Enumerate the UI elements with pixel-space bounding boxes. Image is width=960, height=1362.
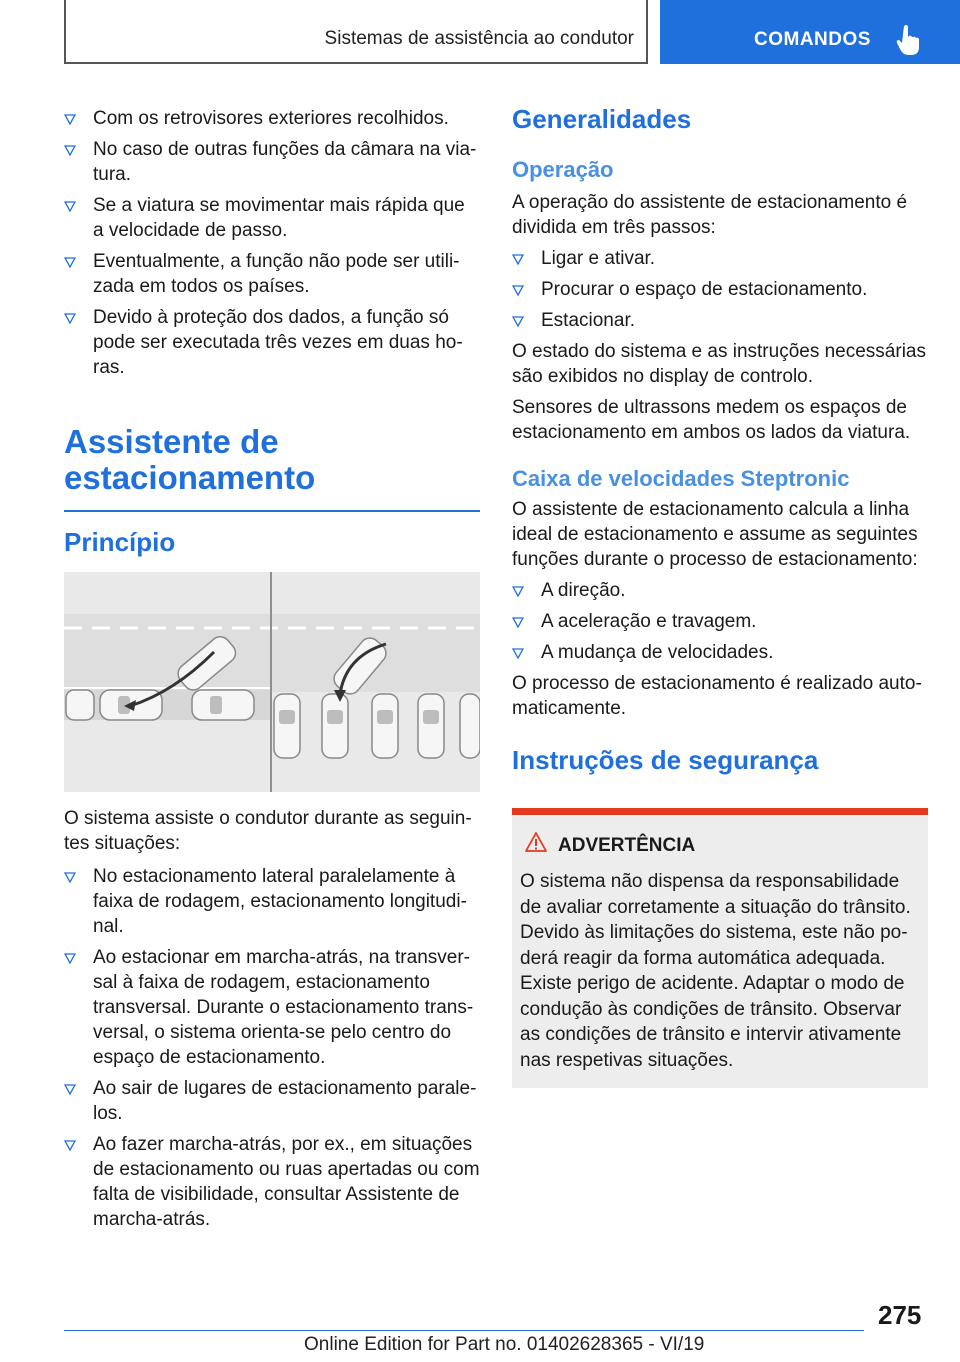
list-item: Procurar o espaço de estacionamento. — [512, 277, 928, 302]
situations-block — [64, 806, 480, 1238]
triangle-bullet-icon — [64, 145, 76, 156]
safety-heading: Instruções de segurança — [512, 745, 819, 775]
right-column — [512, 104, 928, 775]
figure-description: O sistema assiste o condutor durante as seguin-tes situações: — [64, 808, 472, 854]
status-paragraph: O estado do sistema e as instruções necessárias são exibidos no display de controlo. — [512, 341, 926, 387]
warning-triangle-icon — [524, 831, 548, 853]
list-item: A mudança de velocidades. — [512, 640, 928, 665]
left-column — [64, 106, 480, 386]
list-item: Se a viatura se movimentar mais rápida que a velocidade de passo. — [64, 193, 480, 243]
steps-list — [512, 246, 928, 333]
triangle-bullet-icon — [512, 316, 524, 327]
pointing-hand-icon — [896, 24, 920, 56]
triangle-bullet-icon — [512, 254, 524, 265]
list-item: Ao estacionar em marcha-atrás, na transver-sal à faixa de rodagem, estacionamento transversal. Durante o estacionamento trans-versal, o sistema orienta-se pelo centro do espaço de estacionamento. — [64, 945, 480, 1070]
sensors-paragraph: Sensores de ultrassons medem os espaços de estacionamento em ambos os lados da viatura. — [512, 397, 911, 443]
list-item: Com os retrovisores exteriores recolhidos. — [64, 106, 480, 131]
section-heading-block — [64, 424, 480, 512]
triangle-bullet-icon — [512, 617, 524, 628]
warning-box — [512, 808, 928, 1088]
list-item: No estacionamento lateral paralelamente à faixa de rodagem, estacionamento longitudi-nal. — [64, 864, 480, 939]
triangle-bullet-icon — [64, 953, 76, 964]
situation-bullet-list — [64, 864, 480, 1232]
list-item: A aceleração e travagem. — [512, 609, 928, 634]
list-item: Ao sair de lugares de estacionamento parale-los. — [64, 1076, 480, 1126]
list-item: No caso de outras funções da câmara na via-tura. — [64, 137, 480, 187]
list-item: Estacionar. — [512, 308, 928, 333]
triangle-bullet-icon — [64, 257, 76, 268]
warning-title: ADVERTÊNCIA — [520, 835, 920, 861]
steptronic-paragraph: O assistente de estacionamento calcula a linha ideal de estacionamento e assume as seguintes funções durante o processo de estacionamento: — [512, 499, 918, 570]
functions-list — [512, 578, 928, 665]
footer-divider — [64, 1330, 864, 1331]
triangle-bullet-icon — [64, 201, 76, 212]
parking-illustration — [64, 572, 480, 792]
triangle-bullet-icon — [64, 1140, 76, 1151]
chapter-tab[interactable] — [660, 0, 960, 64]
triangle-bullet-icon — [64, 114, 76, 125]
page-number: 275 — [878, 1300, 922, 1330]
list-item: Ao fazer marcha-atrás, por ex., em situações de estacionamento ou ruas apertadas ou com falta de visibilidade, consultar Assistente de marcha-atrás. — [64, 1132, 480, 1232]
heading-divider — [64, 510, 480, 512]
generalidades-heading: Generalidades — [512, 104, 692, 134]
warning-text: O sistema não dispensa da responsabilidade de avaliar corretamente a situação do trânsito. Devido às limitações do sistema, este não po-derá reagir da forma automática adequada. Existe perigo de acidente. Adaptar o modo de condução às condições de trânsito. Observar as condições de trânsito e intervir ativamente nas respetivas situações. — [520, 871, 911, 1071]
list-item: Devido à proteção dos dados, a função só pode ser executada três vezes em duas ho-ras. — [64, 305, 480, 380]
triangle-bullet-icon — [64, 1084, 76, 1095]
footer-edition: Online Edition for Part no. 01402628365 - VI/19 — [304, 1334, 705, 1355]
principle-heading: Princípio — [64, 527, 176, 557]
operacao-heading: Operação — [512, 157, 614, 182]
steptronic-heading: Caixa de velocidades Steptronic — [512, 466, 850, 491]
triangle-bullet-icon — [64, 313, 76, 324]
triangle-bullet-icon — [512, 285, 524, 296]
list-item: Eventualmente, a função não pode ser utili-zada em todos os países. — [64, 249, 480, 299]
triangle-bullet-icon — [512, 648, 524, 659]
triangle-bullet-icon — [64, 872, 76, 883]
operacao-paragraph: A operação do assistente de estacionamento é dividida em três passos: — [512, 192, 908, 238]
section-heading: Assistente de estacionamento — [64, 423, 316, 496]
triangle-bullet-icon — [512, 586, 524, 597]
intro-bullet-list — [64, 106, 480, 380]
list-item: A direção. — [512, 578, 928, 603]
section-title: Sistemas de assistência ao condutor — [324, 28, 634, 49]
chapter-tab-label: COMANDOS — [754, 29, 871, 50]
header-section-box — [64, 0, 648, 64]
list-item: Ligar e ativar. — [512, 246, 928, 271]
auto-paragraph: O processo de estacionamento é realizado auto-maticamente. — [512, 673, 922, 719]
